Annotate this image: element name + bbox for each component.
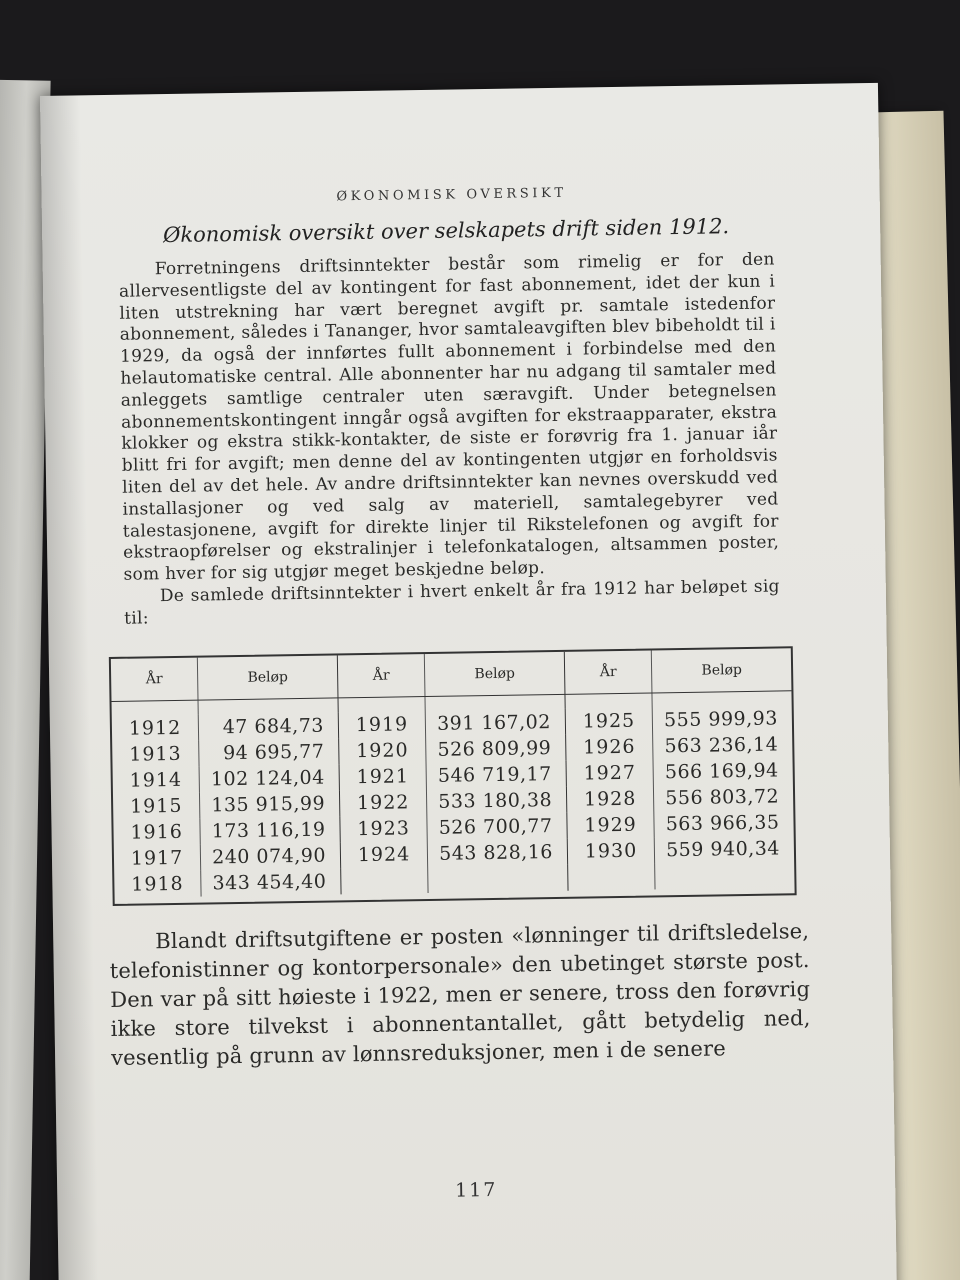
amount-cell: 566 169,94	[664, 759, 779, 783]
year-cell: 1924	[340, 841, 428, 868]
revenue-table-box	[109, 646, 797, 906]
amount-cell: 47 684,73	[198, 712, 338, 740]
section-title: Økonomisk oversikt over selskapets drift siden 1912.	[163, 214, 730, 248]
amount-cell: 543 828,16	[427, 838, 567, 866]
amount-cell: 546 719,17	[426, 760, 566, 788]
year-cell: 1919	[338, 711, 426, 738]
amount-cell	[655, 861, 795, 889]
amount-cell: 563 236,14	[664, 733, 779, 757]
year-cell: 1923	[340, 815, 428, 842]
amount-cell	[428, 864, 568, 892]
amount-cell: 135 915,99	[200, 790, 340, 818]
spacer-cell	[338, 696, 425, 712]
amount-cell: 343 454,40	[201, 868, 341, 896]
amount-cell: 102 124,04	[199, 764, 339, 792]
year-cell: 1913	[112, 740, 199, 767]
amount-cell: 556 803,72	[665, 785, 780, 809]
year-cell: 1925	[565, 707, 653, 734]
intro-paragraph: Forretningens driftsinntekter består som rimelig er for den allervesentligste del av kontingent for fast abonnement, idet der kun i liten utstrekning har vært beregnet avgift pr. samtale istedenfor abonnement, således i Tananger, hvor samtaleavgiften blev bibeholdt til i 1929, da også der innførtes fullt abonnement i forbindelse med den helautomatiske central. Alle abonnenter har nu adgang til samtaler med anleggets samtlige centraler uten særavgift. Under betegnelsen abonnementskontingent inngår også avgiften for ekstraapparater, ekstra klokker og ekstra stikk-kontakter, de siste er forøvrig fra 1. januar iår blitt fri for avgift; men denne del av kontingenten utgjør en forholdsvis liten del av det hele. Av andre driftsinntekter kan nevnes overskudd ved installasjoner og ved salg av materiell, samtalegebyrer ved talestasjonene, avgift for direkte linjer til Rikstelefonen og avgift for ekstraopførelser og ekstralinjer i telefonkatalogen, altsammen poster, som hver for sig utgjør meget beskjedne beløp.	[118, 249, 780, 585]
expenses-paragraph: Blandt driftsutgiftene er posten «lønninger til driftsledelse, telefonistinner og kontorpersonale» den ubetinget største post. Den var på sitt høieste i 1922, men er senere, tross den forøvrig ikke store tilvekst i abonnentantallet, gått betydelig ned, vesentlig på grunn av lønnsreduksjoner, men i de senere	[109, 918, 811, 1070]
year-cell	[568, 863, 656, 890]
page-content	[109, 182, 811, 1072]
year-cell: 1921	[339, 763, 427, 790]
amount-cell: 173 116,19	[200, 816, 340, 844]
amount-cell: 533 180,38	[427, 786, 567, 814]
amount-cell: 240 074,90	[200, 842, 340, 870]
amount-cell: 555 999,93	[663, 707, 779, 731]
amount-cell: 391 167,02	[425, 708, 565, 736]
gutter-shadow	[40, 95, 99, 1280]
year-cell: 1920	[339, 737, 427, 764]
header-year-2: År	[337, 654, 425, 698]
book-page	[40, 83, 897, 1280]
year-cell: 1927	[566, 759, 654, 786]
year-cell: 1929	[567, 811, 655, 838]
spacer-cell	[112, 700, 199, 716]
year-cell: 1928	[566, 785, 654, 812]
header-amount-3: Beløp	[651, 648, 791, 693]
year-cell: 1915	[113, 792, 200, 819]
amount-cell: 526 809,99	[426, 734, 566, 762]
running-head: ØKONOMISK OVERSIKT	[336, 185, 567, 205]
year-cell: 1916	[113, 818, 200, 845]
year-cell: 1914	[113, 766, 200, 793]
year-cell: 1926	[566, 733, 654, 760]
table-lead-paragraph: De samlede driftsinntekter i hvert enkelt år fra 1912 har beløpet sig til:	[124, 576, 780, 629]
year-cell: 1917	[114, 844, 201, 871]
spacer-cell	[565, 693, 652, 709]
header-amount-1: Beløp	[198, 655, 338, 700]
amount-cell: 563 966,35	[665, 811, 780, 835]
amount-cell: 559 940,34	[665, 837, 781, 861]
page-number: 117	[454, 1178, 498, 1202]
year-cell: 1930	[567, 837, 655, 864]
header-year-3: År	[564, 650, 652, 694]
header-year-1: År	[111, 657, 198, 701]
revenue-table	[111, 648, 795, 898]
year-cell: 1922	[339, 789, 427, 816]
amount-cell: 94 695,77	[199, 738, 339, 766]
year-cell	[341, 867, 429, 894]
amount-cell: 526 700,77	[427, 812, 567, 840]
year-cell: 1912	[112, 714, 199, 741]
year-cell: 1918	[114, 870, 201, 897]
header-amount-2: Beløp	[425, 651, 565, 696]
